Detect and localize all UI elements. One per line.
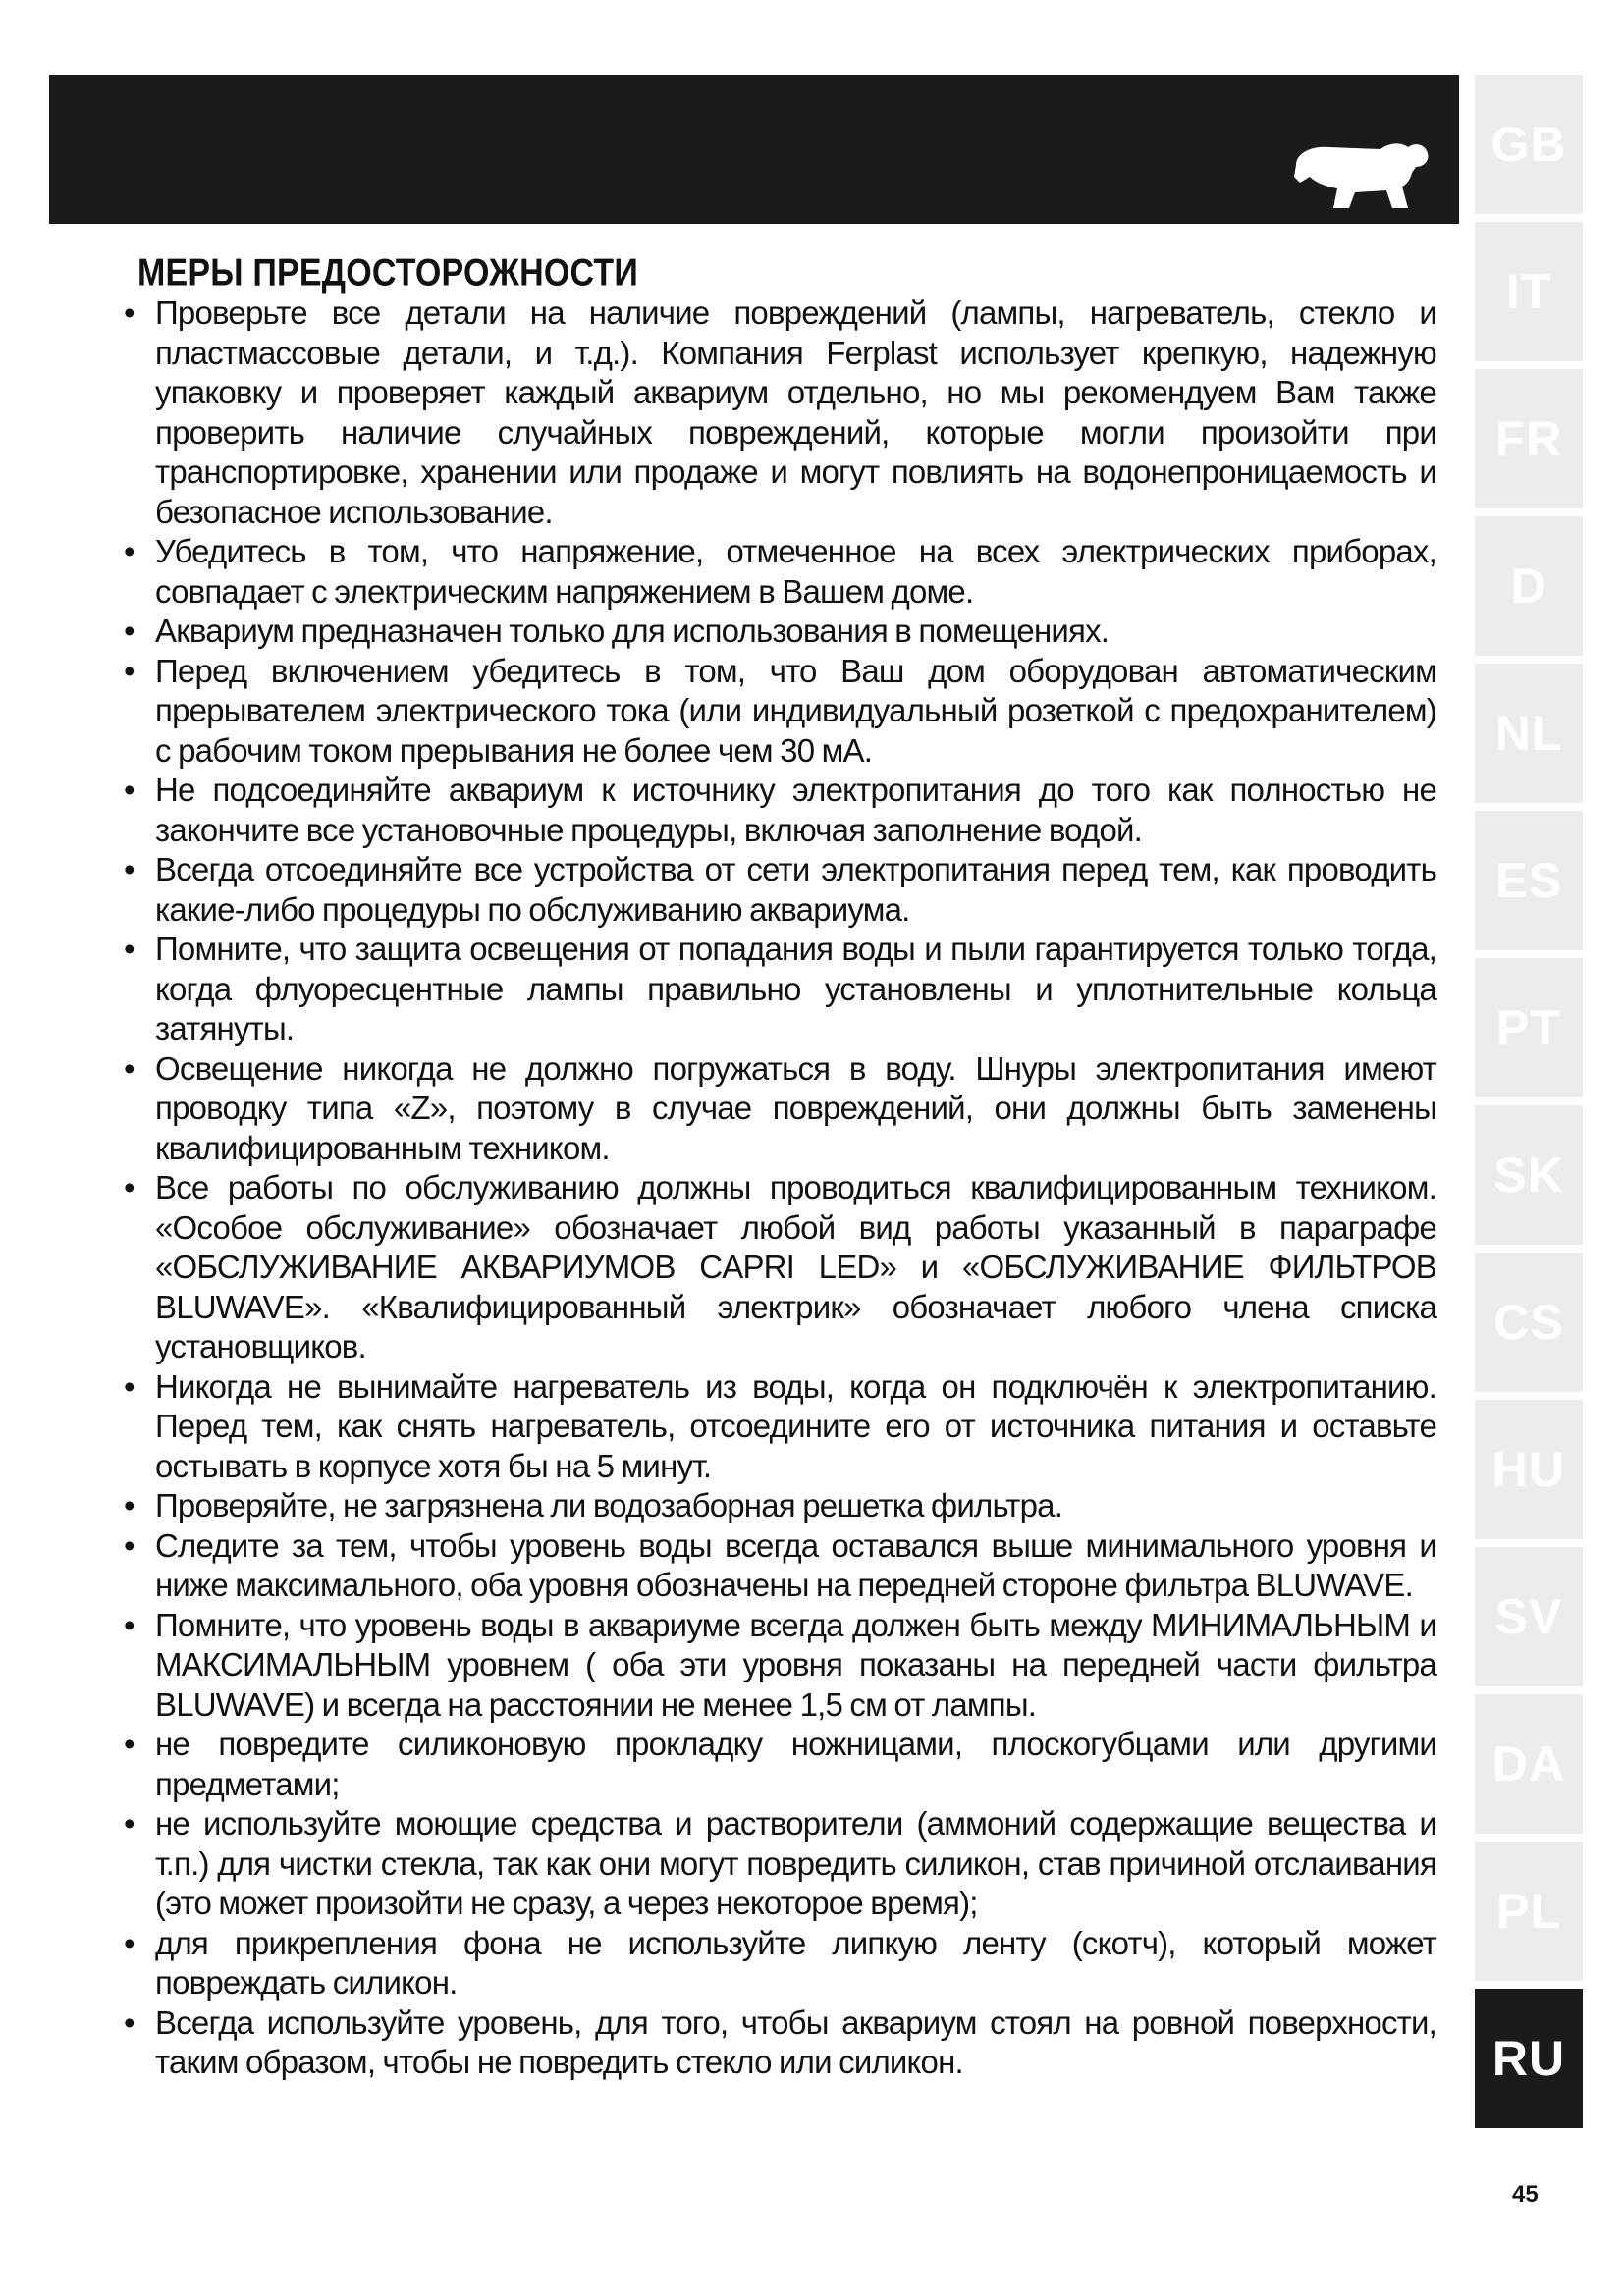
list-item: • Перед включением убедитесь в том, что Ваш дом оборудован автоматическим прерывателем электрического тока (или индивидуальный розеткой с предохранителем) с рабочим током прерывания не более чем 30 мА.	[116, 652, 1436, 772]
list-item: • Проверяйте, не загрязнена ли водозаборная решетка фильтра.	[116, 1486, 1436, 1526]
safety-list	[116, 294, 1436, 2083]
language-tab-d[interactable]: D	[1475, 516, 1583, 656]
language-tab-cs[interactable]: CS	[1475, 1253, 1583, 1392]
language-tab-sv[interactable]: SV	[1475, 1547, 1583, 1686]
language-tab-da[interactable]: DA	[1475, 1694, 1583, 1834]
header-bar	[49, 75, 1459, 224]
page-number: 45	[1512, 2181, 1539, 2208]
list-item: • Всегда используйте уровень, для того, чтобы аквариум стоял на ровной поверхности, таким образом, чтобы не повредить стекло или силикон.	[116, 2003, 1436, 2083]
language-tab-sk[interactable]: SK	[1475, 1105, 1583, 1245]
language-tab-it[interactable]: IT	[1475, 222, 1583, 361]
list-item: • не повредите силиконовую прокладку ножницами, плоскогубцами или другими предметами;	[116, 1725, 1436, 1804]
ferplast-dog-logo-icon	[1286, 137, 1434, 216]
language-tab-hu[interactable]: HU	[1475, 1400, 1583, 1539]
section-title: МЕРЫ ПРЕДОСТОРОЖНОСТИ	[137, 251, 639, 294]
list-item: • Убедитесь в том, что напряжение, отмеченное на всех электрических приборах, совпадает с электрическим напряжением в Вашем доме.	[116, 532, 1436, 612]
list-item: • Все работы по обслуживанию должны проводиться квалифицированным техником. «Особое обслуживание» обозначает любой вид работы указанный в параграфе «ОБСЛУЖИВАНИЕ АКВАРИУМОВ CAPRI LED» и «ОБСЛУЖИВАНИЕ ФИЛЬТРОВ BLUWAVE». «Квалифицированный электрик» обозначает любого члена списка установщиков.	[116, 1168, 1436, 1367]
list-item: • не используйте моющие средства и растворители (аммоний содержащие вещества и т.п.) для чистки стекла, так как они могут повредить силикон, став причиной отслаивания (это может произойти не сразу, а через некоторое время);	[116, 1804, 1436, 1924]
list-item: • Помните, что уровень воды в аквариуме всегда должен быть между МИНИМАЛЬНЫМ и МАКСИМАЛЬНЫМ уровнем ( оба эти уровня показаны на передней части фильтра BLUWAVE) и всегда на расстоянии не менее 1,5 см от лампы.	[116, 1606, 1436, 1726]
language-tab-pt[interactable]: PT	[1475, 958, 1583, 1097]
language-tab-es[interactable]: ES	[1475, 811, 1583, 950]
list-item: • для прикрепления фона не используйте липкую ленту (скотч), который может повреждать силикон.	[116, 1924, 1436, 2003]
language-tab-pl[interactable]: PL	[1475, 1842, 1583, 1981]
language-tab-ru[interactable]: RU	[1475, 1989, 1583, 2128]
language-tab-gb[interactable]: GB	[1475, 75, 1583, 214]
language-tabs	[1475, 75, 1583, 2136]
list-item: • Помните, что защита освещения от попадания воды и пыли гарантируется только тогда, когда флуоресцентные лампы правильно установлены и уплотнительные кольца затянуты.	[116, 930, 1436, 1049]
list-item: • Всегда отсоединяйте все устройства от сети электропитания перед тем, как проводить какие-либо процедуры по обслуживанию аквариума.	[116, 850, 1436, 930]
list-item: • Следите за тем, чтобы уровень воды всегда оставался выше минимального уровня и ниже максимального, оба уровня обозначены на передней стороне фильтра BLUWAVE.	[116, 1526, 1436, 1606]
list-item: • Освещение никогда не должно погружаться в воду. Шнуры электропитания имеют проводку типа «Z», поэтому в случае повреждений, они должны быть заменены квалифицированным техником.	[116, 1049, 1436, 1169]
language-tab-fr[interactable]: FR	[1475, 369, 1583, 508]
language-tab-nl[interactable]: NL	[1475, 664, 1583, 803]
safety-section	[116, 251, 1436, 2083]
list-item: • Аквариум предназначен только для использования в помещениях.	[116, 612, 1436, 652]
list-item: • Проверьте все детали на наличие повреждений (лампы, нагреватель, стекло и пластмассовые детали, и т.д.). Компания Ferplast использует крепкую, надежную упаковку и проверяет каждый аквариум отдельно, но мы рекомендуем Вам также проверить наличие случайных повреждений, которые могли произойти при транспортировке, хранении или продаже и могут повлиять на водонепроницаемость и безопасное использование.	[116, 294, 1436, 532]
list-item: • Не подсоединяйте аквариум к источнику электропитания до того как полностью не закончите все установочные процедуры, включая заполнение водой.	[116, 771, 1436, 850]
list-item: • Никогда не вынимайте нагреватель из воды, когда он подключён к электропитанию. Перед тем, как снять нагреватель, отсоедините его от источника питания и оставьте остывать в корпусе хотя бы на 5 минут.	[116, 1367, 1436, 1487]
